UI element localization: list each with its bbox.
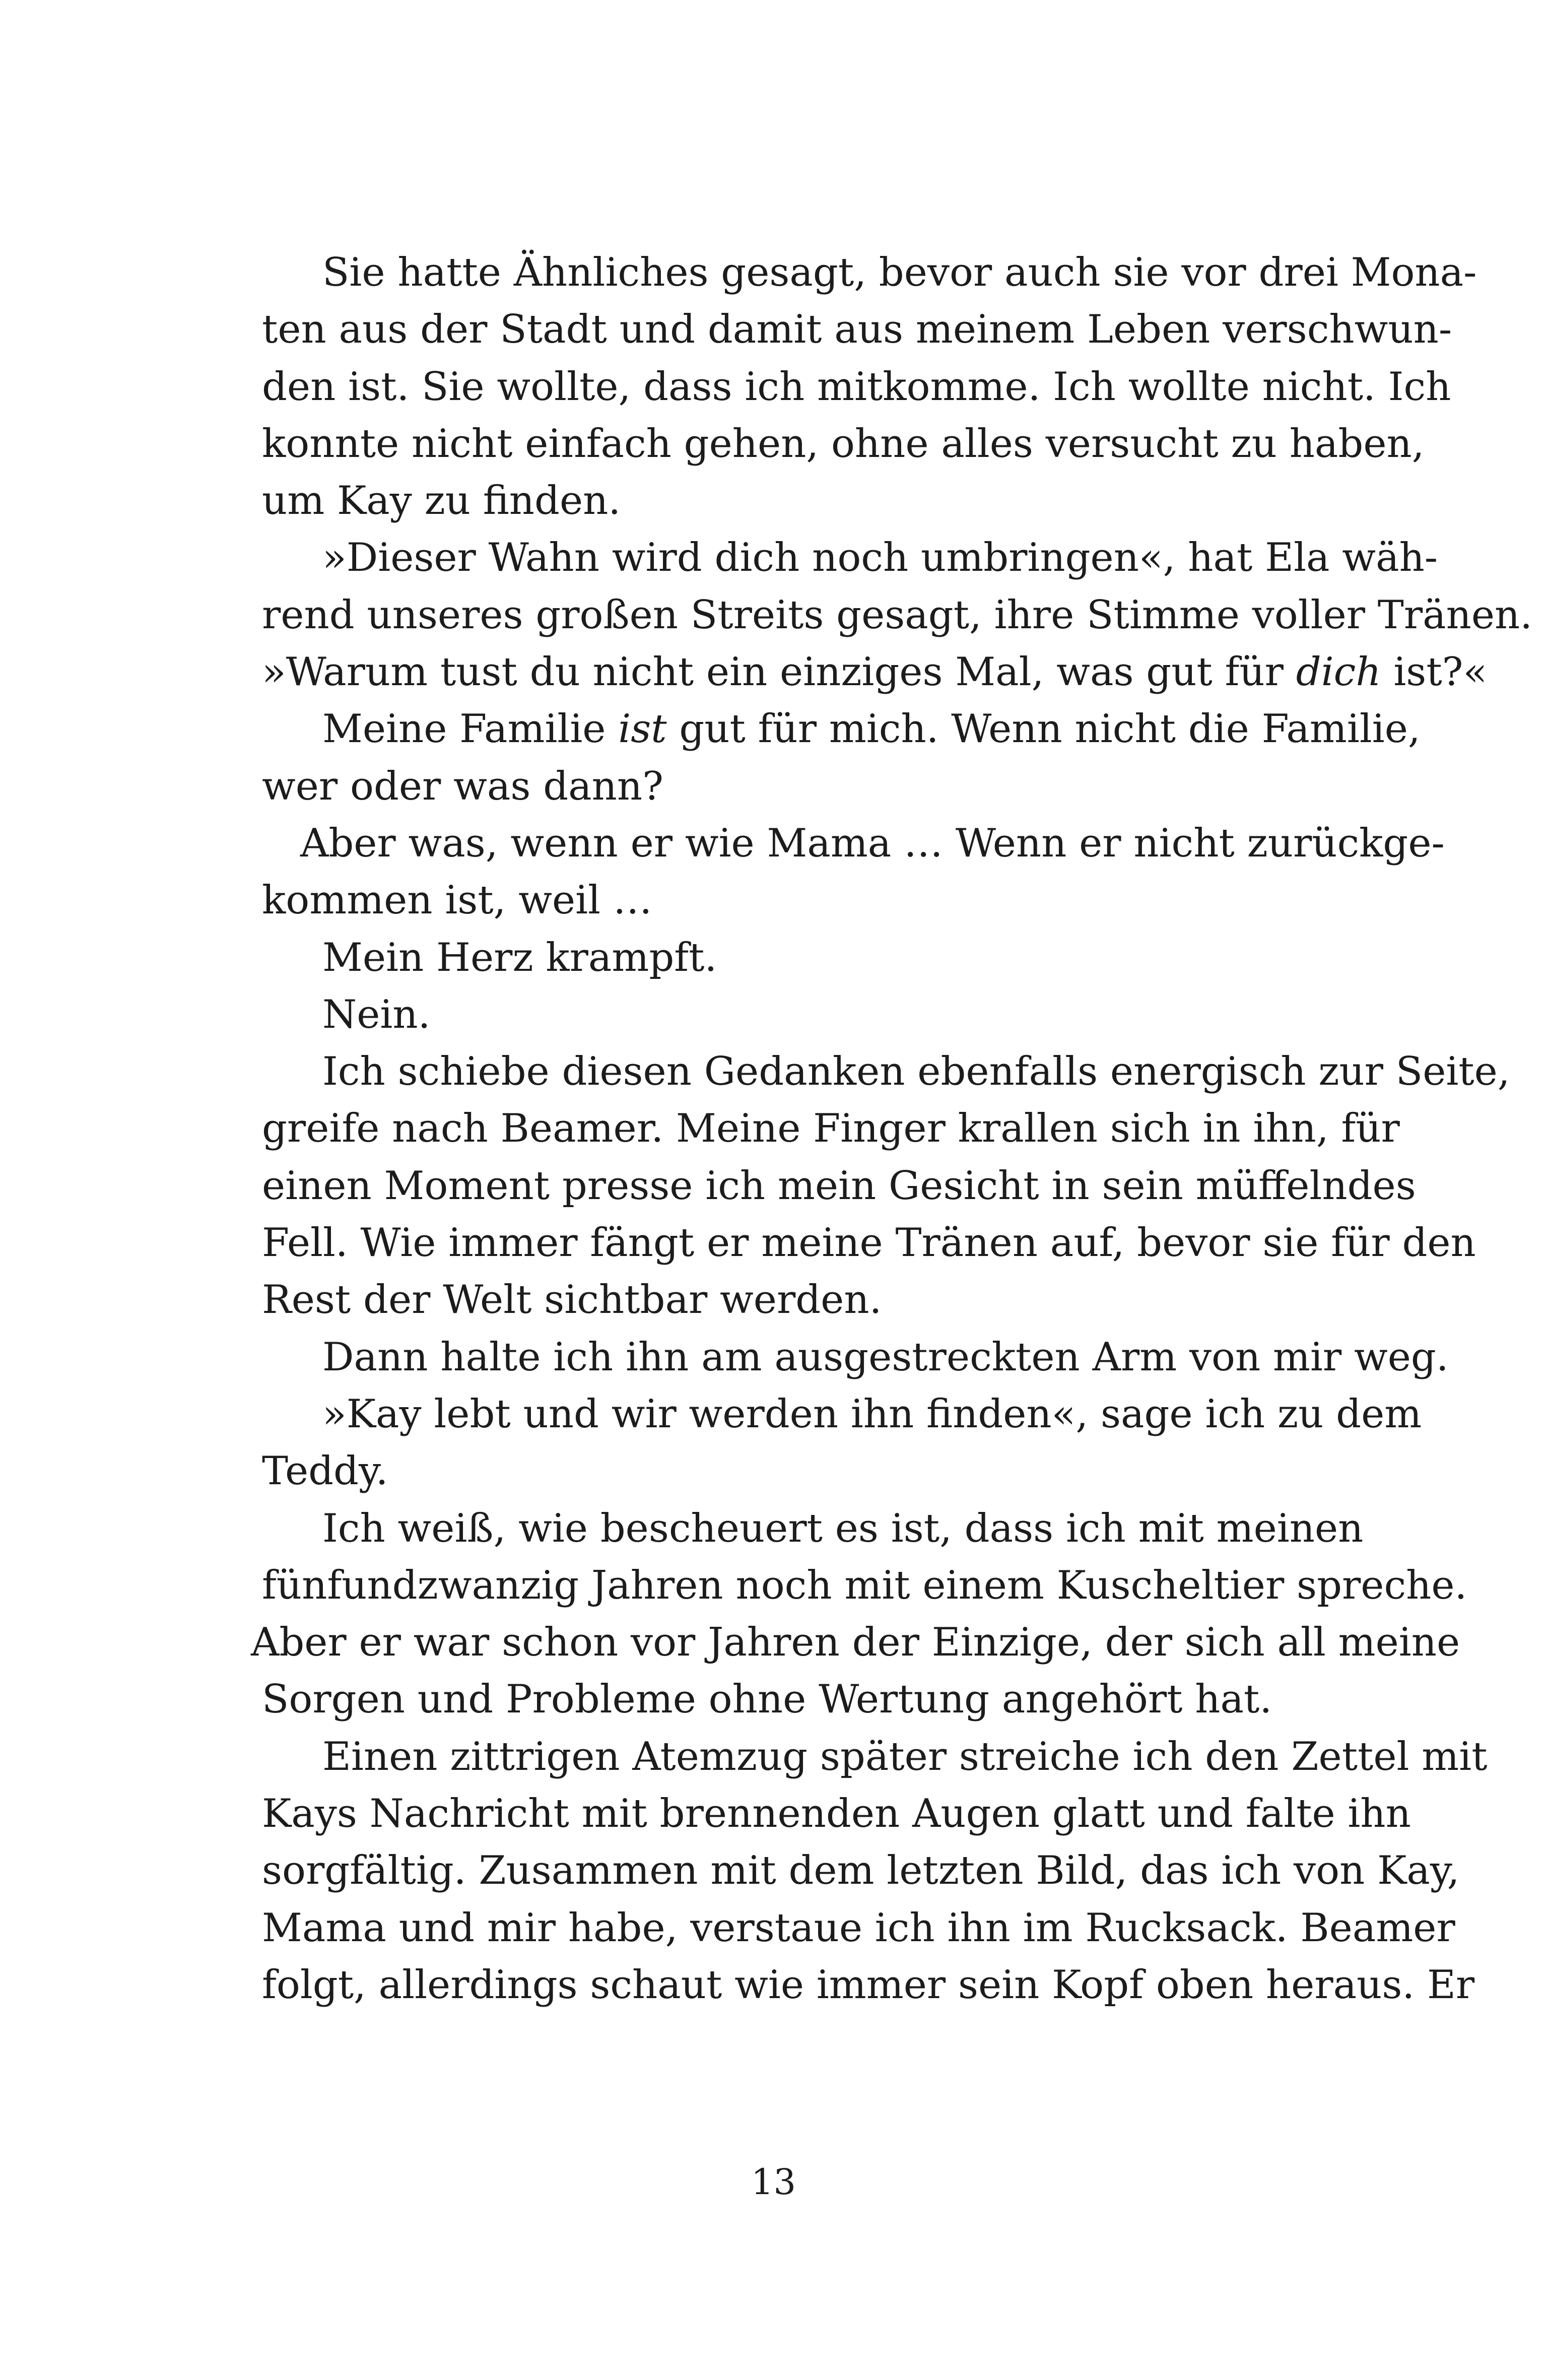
text-line: konnte nicht einfach gehen, ohne alles versucht zu haben, (262, 421, 1425, 467)
body-text (251, 244, 1533, 2014)
text-line: Mama und mir habe, verstaue ich ihn im Rucksack. Beamer (262, 1905, 1455, 1951)
text-line: Ich weiß, wie bescheuert es ist, dass ich mit meinen (322, 1505, 1364, 1551)
text-line: kommen ist, weil … (262, 878, 652, 923)
text-line: Aber was, wenn er wie Mama … Wenn er nicht zurückge- (300, 820, 1445, 866)
text-line: rend unseres großen Streits gesagt, ihre Stimme voller Tränen. (262, 592, 1533, 638)
text-line: Aber er war schon vor Jahren der Einzige, der sich all meine (251, 1620, 1460, 1666)
text-line: »Kay lebt und wir werden ihn finden«, sage ich zu dem (322, 1391, 1422, 1437)
text-line: »Warum tust du nicht ein einziges Mal, was gut für dich ist?« (262, 649, 1488, 695)
text-line: Rest der Welt sichtbar werden. (262, 1277, 882, 1323)
text-line: Ich schiebe diesen Gedanken ebenfalls energisch zur Seite, (322, 1049, 1510, 1095)
text-line: sorgfältig. Zusammen mit dem letzten Bild, das ich von Kay, (262, 1848, 1460, 1894)
text-line: Fell. Wie immer fängt er meine Tränen auf, bevor sie für den (262, 1220, 1476, 1266)
text-line: Sie hatte Ähnliches gesagt, bevor auch sie vor drei Mona- (322, 250, 1477, 295)
text-line: folgt, allerdings schaut wie immer sein Kopf oben heraus. Er (262, 1962, 1475, 2008)
text-line: Nein. (322, 991, 431, 1037)
text-line: Kays Nachricht mit brennenden Augen glatt und falte ihn (262, 1791, 1411, 1837)
text-line: Dann halte ich ihn am ausgestreckten Arm von mir weg. (322, 1334, 1449, 1380)
text-line: Sorgen und Probleme ohne Wertung angehört hat. (262, 1677, 1272, 1723)
text-line: den ist. Sie wollte, dass ich mitkomme. Ich wollte nicht. Ich (262, 364, 1451, 410)
text-line: fünfundzwanzig Jahren noch mit einem Kuscheltier spreche. (262, 1562, 1467, 1608)
text-line: Einen zittrigen Atemzug später streiche ich den Zettel mit (322, 1734, 1488, 1779)
text-line: einen Moment presse ich mein Gesicht in sein müffelndes (262, 1163, 1416, 1209)
text-line: »Dieser Wahn wird dich noch umbringen«, hat Ela wäh- (322, 535, 1438, 581)
page-number: 13 (751, 2161, 796, 2203)
text-line: Meine Familie ist gut für mich. Wenn nicht die Familie, (322, 706, 1421, 752)
text-line: Teddy. (262, 1448, 388, 1494)
text-line: wer oder was dann? (262, 763, 663, 809)
text-line: greife nach Beamer. Meine Finger krallen sich in ihn, für (262, 1106, 1400, 1152)
text-line: Mein Herz krampft. (322, 935, 717, 980)
text-line: ten aus der Stadt und damit aus meinem Leben verschwun- (262, 307, 1452, 353)
text-line: um Kay zu finden. (262, 478, 621, 524)
